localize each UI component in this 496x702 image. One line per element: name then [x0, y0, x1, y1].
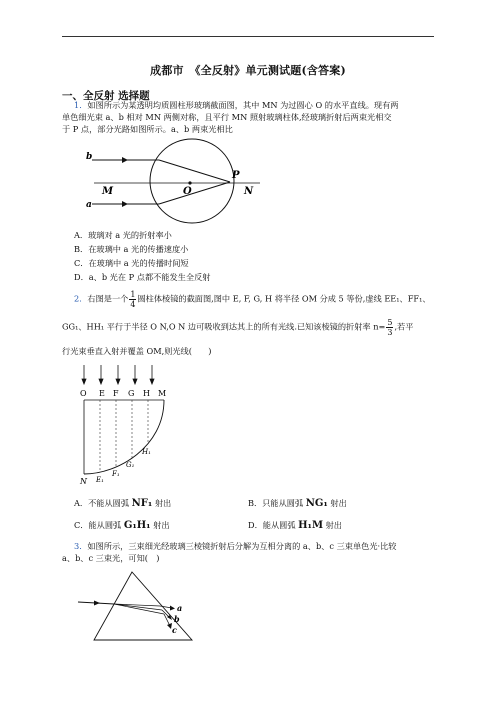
ray-b-refracted	[159, 160, 230, 182]
glass-circle	[150, 139, 234, 223]
fraction-quarter	[129, 290, 136, 309]
section-heading: 一、全反射 选择题	[62, 90, 150, 102]
q2-option-c	[74, 520, 170, 531]
ray-b-arrow	[122, 157, 128, 163]
label-n: N	[244, 186, 254, 197]
page-title: 成都市 《全反射》单元测试题(含答案)	[150, 64, 346, 77]
q2-opt-b-sym: NG₁	[305, 498, 328, 509]
ray-a-refracted	[159, 182, 230, 204]
frac-num: 1	[130, 290, 136, 299]
label-p: P	[232, 170, 240, 181]
q2-opt-d-post: 射出	[323, 520, 342, 530]
center-o-dot	[188, 181, 191, 184]
q1-line2: 单色细光束 a、b 相对 MN 两侧对称，且平行 MN 照射玻璃柱体,经玻璃折射后两束光相交	[62, 112, 392, 122]
label-m2: M	[158, 389, 167, 398]
header-rule	[62, 36, 434, 37]
q3-figure	[74, 568, 224, 648]
label-f: F	[113, 389, 119, 398]
q1-text	[74, 99, 434, 111]
dashed-lines	[100, 400, 148, 472]
q1-number: 1．	[74, 100, 88, 110]
q2-line3: 行光束垂直入射并覆盖 OM,则光线( )	[62, 346, 212, 356]
q2-opt-d-pre: D．能从圆弧	[248, 520, 299, 530]
label-b3: b	[174, 614, 180, 624]
label-f1: F₁	[112, 470, 120, 478]
label-h: H	[143, 389, 150, 398]
q3-line1-text: 如图所示，三束细光经玻璃三棱镜折射后分解为互相分离的 a、b、c 三束单色光·比较	[87, 541, 397, 551]
q1-option-c: C．在玻璃中 a 光的传播时间短	[74, 258, 189, 268]
incident-arrows	[82, 365, 154, 384]
label-o: O	[183, 186, 192, 197]
label-e: E	[99, 389, 105, 398]
label-a3: a	[177, 603, 183, 613]
q2-option-d	[248, 520, 342, 531]
q2-line1b: 圆柱体棱镜的截面图,图中 E, F, G, H 将半径 OM 分成 5 等份,虚线 EE₁、FF₁、	[137, 293, 431, 304]
label-m: M	[102, 186, 114, 197]
q1-option-a: A．玻璃对 a 光的折射率小	[74, 230, 172, 240]
q3-line1	[74, 540, 434, 552]
q2-number: 2．	[74, 293, 88, 304]
label-e1: E₁	[96, 476, 104, 484]
n-num: 5	[387, 318, 393, 327]
q2-line1	[74, 290, 434, 309]
q2-opt-a-post: 射出	[152, 498, 172, 508]
q2-opt-a-sym: NF₁	[131, 498, 153, 509]
q2-option-b	[248, 498, 347, 509]
q2-line2a: GG₁、HH₁ 平行于半径 O N,O N 边可吸收到达其上的所有光线.已知该棱镜的折射率 n=	[62, 321, 386, 332]
q3-line2: a、b、c 三束光，可知( )	[62, 553, 160, 563]
label-c3: c	[172, 625, 177, 635]
q2-line2	[62, 318, 442, 337]
frac-den: 4	[130, 300, 136, 309]
incident-arrow	[94, 601, 100, 606]
q3-number: 3．	[74, 541, 88, 551]
q2-line1a: 右图是一个	[87, 293, 129, 304]
label-n2: N	[80, 477, 87, 486]
label-h1: H₁	[142, 448, 151, 456]
q2-opt-b-pre: B．只能从圆弧	[248, 498, 306, 508]
q2-option-a	[74, 498, 171, 509]
q2-figure	[78, 362, 178, 487]
label-o2: O	[80, 389, 87, 398]
fraction-n	[386, 318, 393, 337]
ray-a-arrow	[122, 201, 128, 207]
q1-option-b: B．在玻璃中 a 光的传播速度小	[74, 244, 189, 254]
label-g: G	[128, 389, 135, 398]
q1-option-d: D．a、b 光在 P 点都不能发生全反射	[74, 272, 211, 282]
q2-opt-d-sym: H₁M	[298, 520, 324, 531]
q1-line3: 于 P 点，部分光路如图所示。a、b 两束光相比	[62, 124, 233, 134]
n-den: 3	[387, 328, 393, 337]
q2-opt-c-post: 射出	[150, 520, 170, 530]
q2-line2b: ,若平	[394, 321, 414, 332]
arc-nm	[84, 400, 164, 474]
q2-opt-c-pre: C．能从圆弧	[74, 520, 124, 530]
q2-opt-c-sym: G₁H₁	[123, 520, 151, 531]
q1-line1: 如图所示为某透明均质圆柱形玻璃截面图，其中 MN 为过圆心 O 的水平直线。现有两	[87, 100, 399, 110]
q1-figure	[80, 138, 260, 228]
q2-opt-b-post: 射出	[327, 498, 347, 508]
arrow-a	[170, 606, 175, 611]
label-g1: G₁	[126, 461, 135, 469]
q2-opt-a-pre: A．不能从圆弧	[74, 498, 132, 508]
label-b: b	[86, 152, 93, 162]
label-a: a	[86, 200, 92, 210]
